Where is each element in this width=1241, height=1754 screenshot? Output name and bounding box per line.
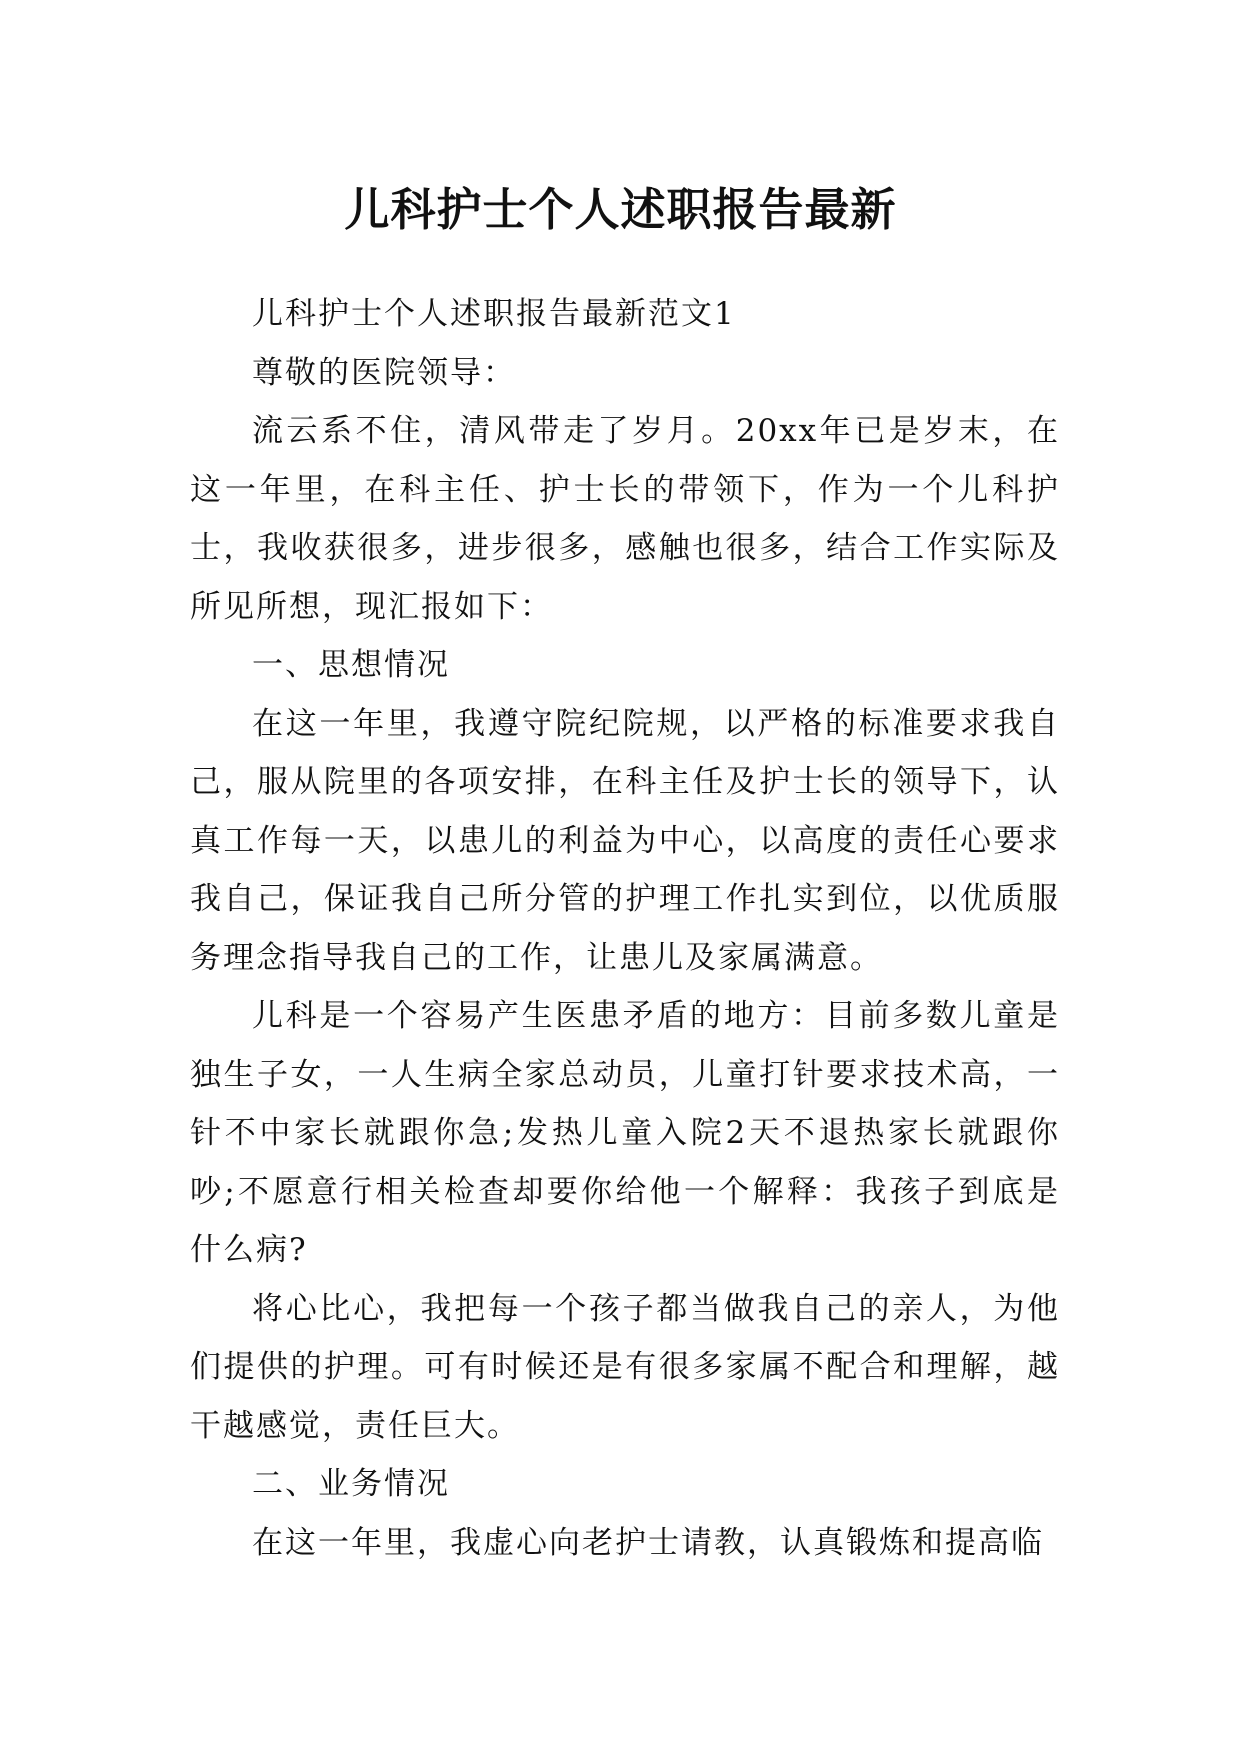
body-paragraph: 在这一年里，我虚心向老护士请教，认真锻炼和提高临 [252, 1524, 1044, 1561]
section-heading: 二、业务情况 [252, 1466, 450, 1502]
document-body [190, 285, 1060, 1572]
body-paragraph: 将心比心，我把每一个孩子都当做我自己的亲人，为他们提供的护理。可有时候还是有很多家属不配合和理解，越干越感觉，责任巨大。 [190, 1290, 1060, 1444]
document-title: 儿科护士个人述职报告最新 [344, 183, 897, 237]
body-paragraph: 儿科是一个容易产生医患矛盾的地方：目前多数儿童是独生子女，一人生病全家总动员，儿童打针要求技术高，一针不中家长就跟你急;发热儿童入院2天不退热家长就跟你吵;不愿意行相关检查却要你给他一个解释：我孩子到底是什么病? [190, 998, 1060, 1268]
report-subtitle: 儿科护士个人述职报告最新范文1 [252, 296, 736, 332]
body-paragraph: 流云系不住，清风带走了岁月。20xx年已是岁末，在这一年里，在科主任、护士长的带领下，作为一个儿科护士，我收获很多，进步很多，感触也很多，结合工作实际及所见所想，现汇报如下： [190, 413, 1060, 625]
section-heading: 一、思想情况 [252, 647, 450, 683]
body-paragraph: 在这一年里，我遵守院纪院规，以严格的标准要求我自己，服从院里的各项安排，在科主任及护士长的领导下，认真工作每一天，以患儿的利益为中心，以高度的责任心要求我自己，保证我自己所分管的护理工作扎实到位，以优质服务理念指导我自己的工作，让患儿及家属满意。 [190, 705, 1060, 976]
salutation: 尊敬的医院领导： [252, 354, 516, 391]
